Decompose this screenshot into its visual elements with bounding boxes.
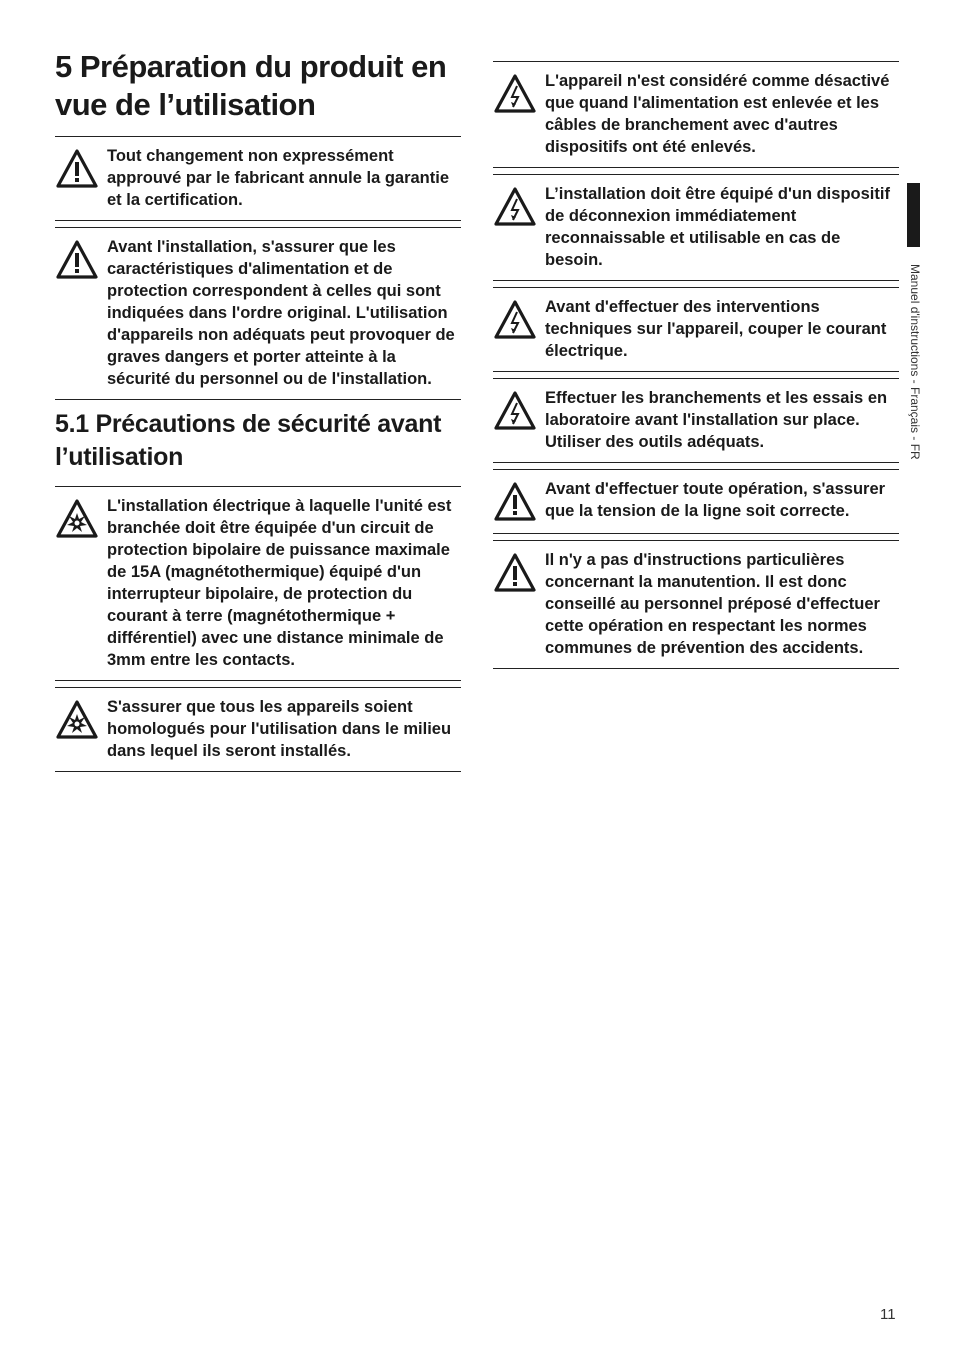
chapter-tab-marker (907, 183, 920, 247)
warning-icon (493, 551, 537, 595)
notice-text: L’installation doit être équipé d'un dispositif de déconnexion immédiatement reconnaissable et utilisable en cas de besoin. (545, 185, 890, 269)
electric-hazard-icon (493, 389, 537, 433)
notice-box (55, 136, 461, 221)
explosion-hazard-icon (55, 497, 99, 541)
notice-box (55, 227, 461, 400)
left-column (55, 48, 461, 772)
notice-text: S'assurer que tous les appareils soient homologués pour l'utilisation dans le milieu dans lequel ils seront installés. (107, 698, 452, 760)
notice-text: Effectuer les branchements et les essais en laboratoire avant l'installation sur place. Utiliser des outils adéquats. (545, 389, 888, 451)
warning-icon (55, 238, 99, 282)
warning-icon (493, 480, 537, 524)
explosion-hazard-icon (55, 698, 99, 742)
notice-text: Il n'y a pas d'instructions particulières concernant la manutention. Il est donc conseillé au personnel préposé d'effectuer cette opération en respectant les normes communes de prévention des accidents. (545, 551, 880, 657)
notice-text: Avant d'effectuer des interventions techniques sur l'appareil, couper le courant électrique. (545, 298, 887, 360)
notice-box (493, 540, 899, 669)
notice-text: L'installation électrique à laquelle l'unité est branchée doit être équipée d'un circuit de protection bipolaire de puissance maximale de 15A (magnétothermique) équipé d'un interrupteur bipolaire, de protection du courant à terre (magnétothermique + différentiel) avec une distance minimale de 3mm entre les contacts. (107, 497, 452, 669)
notice-text: Avant l'installation, s'assurer que les caractéristiques d'alimentation et de protection correspondent à celles qui sont indiquées dans l'ordre original. L'utilisation d'appareils non adéquats peut provoquer de graves dangers et porter atteinte à la sécurité du personnel ou de l'installation. (107, 238, 455, 388)
right-column (493, 61, 899, 669)
notice-box (493, 469, 899, 534)
notice-text: Avant d'effectuer toute opération, s'assurer que la tension de la ligne soit correcte. (545, 480, 886, 520)
notice-box (55, 486, 461, 681)
notice-box (493, 287, 899, 372)
notice-box (493, 378, 899, 463)
electric-hazard-icon (493, 72, 537, 116)
notice-box (493, 174, 899, 281)
side-label: Manuel d'instructions - Français - FR (908, 264, 922, 460)
notice-box (55, 687, 461, 772)
notice-box (493, 61, 899, 168)
notice-text: Tout changement non expressément approuvé par le fabricant annule la garantie et la certification. (107, 147, 450, 209)
warning-icon (55, 147, 99, 191)
section-title: 5.1 Précautions de sécurité avant l’utilisation (55, 410, 442, 471)
page-number: 11 (880, 1306, 896, 1323)
electric-hazard-icon (493, 298, 537, 342)
page-title: 5 Préparation du produit en vue de l’utilisation (55, 49, 447, 122)
electric-hazard-icon (493, 185, 537, 229)
notice-text: L'appareil n'est considéré comme désactivé que quand l'alimentation est enlevée et les câbles de branchement avec d'autres dispositifs ont été enlevés. (545, 72, 890, 156)
